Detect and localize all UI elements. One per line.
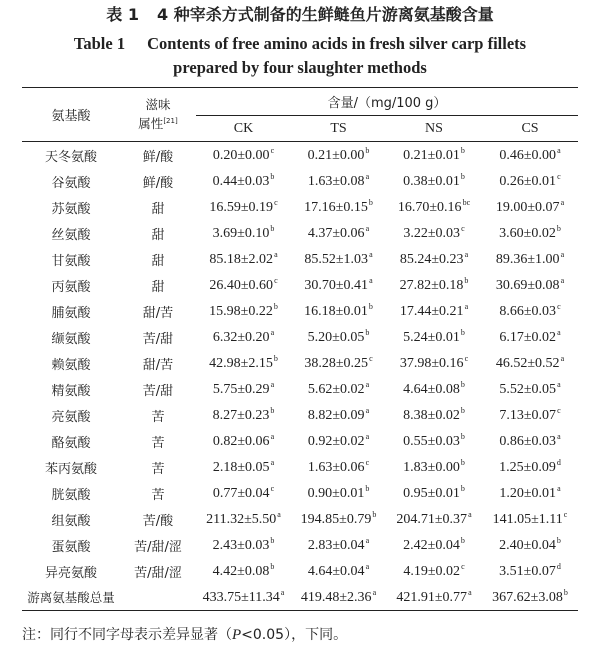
amino-acid-name: 胱氨酸 (51, 487, 91, 503)
table-row (22, 584, 578, 611)
content-value-ns (386, 402, 482, 428)
table-title-en-line1: Contents of free amino acids in fresh silver carp fillets (147, 34, 527, 53)
value-mean-sd: 433.75±11.34 (202, 590, 280, 605)
taste-attribute: 苦 (151, 487, 165, 503)
content-value-ns (386, 454, 482, 480)
content-value-ck (196, 480, 291, 506)
content-value-ts (291, 584, 386, 611)
significance-letter: b (563, 588, 568, 597)
content-value-cs (482, 558, 578, 584)
table-row (22, 376, 578, 402)
table-row (22, 454, 578, 480)
significance-letter: b (273, 354, 278, 363)
note-prefix: 注：同行不同字母表示差异显著（ (22, 627, 232, 643)
value-mean-sd: 16.70±0.16 (397, 200, 462, 215)
content-value-ns (386, 246, 482, 272)
value-mean-sd: 27.82±0.18 (399, 278, 464, 293)
taste-attribute: 苦 (151, 461, 165, 477)
taste-attribute: 苦/甜 (142, 383, 174, 399)
taste-attribute: 甜/苦 (142, 305, 174, 321)
amino-acid-name: 异亮氨酸 (44, 565, 97, 581)
content-value-cs (482, 272, 578, 298)
table-note (22, 624, 578, 646)
content-value-cs (482, 402, 578, 428)
value-mean-sd: 4.64±0.08 (403, 382, 460, 397)
value-mean-sd: 421.91±0.77 (396, 590, 468, 605)
value-mean-sd: 4.64±0.04 (307, 564, 365, 579)
amino-acid-name: 苏氨酸 (51, 201, 91, 217)
content-value-ns (386, 324, 482, 350)
significance-letter: b (460, 458, 465, 467)
value-mean-sd: 19.00±0.07 (495, 200, 560, 215)
significance-letter: d (556, 458, 561, 467)
value-mean-sd: 42.98±2.15 (209, 356, 273, 371)
significance-letter: b (273, 302, 278, 311)
content-value-ns (386, 584, 482, 611)
value-mean-sd: 0.20±0.00 (212, 148, 270, 163)
content-value-cs (482, 298, 578, 324)
table-row (22, 350, 578, 376)
significance-letter: a (365, 562, 370, 571)
value-mean-sd: 0.21±0.01 (403, 148, 460, 163)
table-title-en (0, 32, 600, 80)
header-amino-acid: 氨基酸 (22, 88, 120, 142)
significance-letter: b (365, 146, 370, 155)
value-mean-sd: 5.62±0.02 (307, 382, 365, 397)
significance-letter: b (460, 536, 465, 545)
taste-attribute: 苦/甜/涩 (134, 565, 182, 581)
taste-attribute: 甜 (151, 253, 165, 269)
value-mean-sd: 26.40±0.60 (209, 278, 274, 293)
significance-letter: c (557, 302, 561, 311)
value-mean-sd: 204.71±0.37 (396, 512, 468, 527)
amino-acid-name: 苯丙氨酸 (44, 461, 97, 477)
taste-attribute: 甜 (151, 227, 165, 243)
significance-letter: b (556, 536, 561, 545)
value-mean-sd: 5.75±0.29 (212, 382, 270, 397)
significance-letter: a (365, 172, 370, 181)
content-value-cs (482, 168, 578, 194)
value-mean-sd: 8.66±0.03 (499, 304, 557, 319)
value-mean-sd: 8.38±0.02 (403, 408, 460, 423)
note-p-symbol: P (232, 627, 242, 643)
value-mean-sd: 8.82±0.09 (307, 408, 365, 423)
significance-letter: b (464, 276, 469, 285)
significance-letter: a (557, 432, 561, 441)
content-value-ns (386, 428, 482, 454)
content-value-ck (196, 376, 291, 402)
content-value-ts (291, 402, 386, 428)
table-number-en: Table 1 (73, 34, 126, 53)
significance-letter: a (369, 276, 373, 285)
significance-letter: b (460, 406, 465, 415)
content-value-ts (291, 246, 386, 272)
table-row (22, 246, 578, 272)
significance-letter: a (365, 432, 370, 441)
significance-letter: a (560, 354, 565, 363)
content-value-cs (482, 142, 578, 169)
amino-acid-name: 丙氨酸 (51, 279, 91, 295)
content-value-ns (386, 350, 482, 376)
content-value-ts (291, 272, 386, 298)
significance-letter: c (557, 406, 561, 415)
content-value-ts (291, 350, 386, 376)
significance-letter: a (464, 250, 469, 259)
taste-attribute: 甜 (151, 279, 165, 295)
amino-acid-name: 亮氨酸 (51, 409, 91, 425)
content-value-cs (482, 220, 578, 246)
value-mean-sd: 2.18±0.05 (212, 460, 270, 475)
table-row (22, 220, 578, 246)
value-mean-sd: 2.40±0.04 (499, 538, 556, 553)
content-value-ts (291, 558, 386, 584)
table-row (22, 402, 578, 428)
content-value-cs (482, 454, 578, 480)
value-mean-sd: 17.44±0.21 (399, 304, 464, 319)
value-mean-sd: 38.28±0.25 (304, 356, 369, 371)
table-row (22, 272, 578, 298)
significance-letter: c (274, 276, 278, 285)
amino-acid-table (22, 87, 578, 611)
significance-letter: b (270, 172, 275, 181)
taste-attribute: 苦/甜 (142, 331, 174, 347)
value-mean-sd: 0.90±0.01 (307, 486, 365, 501)
significance-letter: a (560, 198, 565, 207)
significance-letter: a (270, 432, 275, 441)
significance-letter: a (277, 510, 281, 519)
content-value-ck (196, 220, 291, 246)
content-value-ts (291, 298, 386, 324)
content-value-ts (291, 142, 386, 169)
content-value-cs (482, 584, 578, 611)
content-value-cs (482, 324, 578, 350)
content-value-ts (291, 194, 386, 220)
value-mean-sd: 1.83±0.00 (403, 460, 460, 475)
table-row (22, 506, 578, 532)
content-value-ck (196, 168, 291, 194)
content-value-ns (386, 194, 482, 220)
taste-attribute: 苦 (151, 409, 165, 425)
content-value-ck (196, 454, 291, 480)
content-value-ck (196, 324, 291, 350)
significance-letter: a (365, 380, 370, 389)
content-value-ns (386, 272, 482, 298)
content-value-cs (482, 506, 578, 532)
content-value-ts (291, 532, 386, 558)
significance-letter: d (556, 562, 561, 571)
header-group-ns: NS (386, 116, 482, 142)
content-value-cs (482, 376, 578, 402)
significance-letter: c (270, 484, 275, 493)
significance-letter: a (557, 380, 561, 389)
significance-letter: b (460, 328, 465, 337)
amino-acid-name: 游离氨基酸总量 (27, 590, 115, 605)
value-mean-sd: 46.52±0.52 (495, 356, 560, 371)
taste-attribute: 苦/酸 (142, 513, 174, 529)
content-value-ns (386, 532, 482, 558)
content-value-ns (386, 558, 482, 584)
value-mean-sd: 3.22±0.03 (403, 226, 461, 241)
significance-letter: a (274, 250, 278, 259)
content-value-ck (196, 402, 291, 428)
table-number-cn: 表 1 (106, 5, 139, 24)
significance-letter: a (365, 406, 370, 415)
content-value-ns (386, 506, 482, 532)
header-group-ck: CK (196, 116, 291, 142)
content-value-ck (196, 532, 291, 558)
content-value-ck (196, 584, 291, 611)
content-value-ns (386, 298, 482, 324)
header-group-cs: CS (482, 116, 578, 142)
content-value-ns (386, 168, 482, 194)
content-value-ck (196, 142, 291, 169)
value-mean-sd: 194.85±0.79 (300, 512, 372, 527)
value-mean-sd: 5.20±0.05 (307, 330, 365, 345)
amino-acid-name: 赖氨酸 (51, 357, 91, 373)
taste-attribute (120, 584, 196, 611)
taste-attribute: 甜/苦 (142, 357, 174, 373)
significance-letter: a (557, 146, 561, 155)
table-title-en-line2: prepared by four slaughter methods (173, 58, 427, 77)
header-content: 含量/（mg/100 g） (196, 88, 578, 116)
content-value-ts (291, 454, 386, 480)
value-mean-sd: 0.86±0.03 (499, 434, 557, 449)
significance-letter: c (274, 198, 278, 207)
header-taste (120, 88, 196, 142)
content-value-ts (291, 506, 386, 532)
value-mean-sd: 16.59±0.19 (209, 200, 274, 215)
table-row (22, 142, 578, 169)
amino-acid-name: 甘氨酸 (51, 253, 91, 269)
value-mean-sd: 3.60±0.02 (499, 226, 556, 241)
value-mean-sd: 37.98±0.16 (399, 356, 464, 371)
amino-acid-name: 蛋氨酸 (51, 539, 91, 555)
value-mean-sd: 17.16±0.15 (304, 200, 368, 215)
significance-letter: b (270, 406, 275, 415)
value-mean-sd: 211.32±5.50 (206, 512, 277, 527)
significance-letter: c (365, 458, 370, 467)
table-row (22, 168, 578, 194)
significance-letter: b (270, 562, 275, 571)
value-mean-sd: 1.63±0.06 (307, 460, 365, 475)
amino-acid-name: 丝氨酸 (51, 227, 91, 243)
significance-letter: a (365, 536, 370, 545)
value-mean-sd: 5.24±0.01 (403, 330, 460, 345)
note-suffix: <0.05），下同。 (241, 627, 348, 643)
content-value-ns (386, 376, 482, 402)
significance-letter: a (365, 224, 370, 233)
significance-letter: b (372, 510, 377, 519)
value-mean-sd: 1.25±0.09 (499, 460, 556, 475)
value-mean-sd: 89.36±1.00 (495, 252, 560, 267)
significance-letter: a (557, 484, 561, 493)
value-mean-sd: 1.20±0.01 (499, 486, 557, 501)
value-mean-sd: 6.17±0.02 (499, 330, 557, 345)
taste-attribute: 鲜/酸 (142, 149, 174, 165)
significance-letter: c (461, 562, 465, 571)
value-mean-sd: 0.77±0.04 (212, 486, 270, 501)
significance-letter: a (369, 250, 373, 259)
significance-letter: a (464, 302, 469, 311)
value-mean-sd: 5.52±0.05 (499, 382, 557, 397)
header-taste-ref: [21] (163, 117, 178, 125)
amino-acid-name: 精氨酸 (51, 383, 91, 399)
significance-letter: a (468, 510, 472, 519)
significance-letter: b (368, 198, 373, 207)
content-value-ts (291, 428, 386, 454)
significance-letter: c (464, 354, 469, 363)
taste-attribute: 苦/甜/涩 (134, 539, 182, 555)
value-mean-sd: 367.62±3.08 (492, 590, 563, 605)
value-mean-sd: 0.92±0.02 (307, 434, 365, 449)
value-mean-sd: 0.44±0.03 (212, 174, 270, 189)
significance-letter: b (556, 224, 561, 233)
amino-acid-name: 谷氨酸 (51, 175, 91, 191)
significance-letter: b (365, 484, 370, 493)
table-row (22, 298, 578, 324)
table-row (22, 480, 578, 506)
table-row (22, 324, 578, 350)
header-taste-line2: 属性 (138, 116, 164, 131)
significance-letter: c (461, 224, 465, 233)
significance-letter: c (270, 146, 275, 155)
value-mean-sd: 6.32±0.20 (212, 330, 270, 345)
content-value-cs (482, 350, 578, 376)
significance-letter: bc (462, 198, 471, 207)
value-mean-sd: 85.52±1.03 (304, 252, 369, 267)
value-mean-sd: 85.18±2.02 (209, 252, 274, 267)
content-value-ts (291, 376, 386, 402)
significance-letter: b (365, 328, 370, 337)
significance-letter: a (468, 588, 472, 597)
value-mean-sd: 0.82±0.06 (212, 434, 270, 449)
content-value-ck (196, 246, 291, 272)
significance-letter: b (460, 432, 465, 441)
content-value-ck (196, 350, 291, 376)
value-mean-sd: 0.26±0.01 (499, 174, 557, 189)
taste-attribute: 甜 (151, 201, 165, 217)
amino-acid-name: 酪氨酸 (51, 435, 91, 451)
taste-attribute: 苦 (151, 435, 165, 451)
content-value-ck (196, 558, 291, 584)
content-value-ts (291, 480, 386, 506)
table-row (22, 532, 578, 558)
significance-letter: a (270, 380, 275, 389)
content-value-ts (291, 168, 386, 194)
value-mean-sd: 0.46±0.00 (499, 148, 557, 163)
value-mean-sd: 16.18±0.01 (304, 304, 368, 319)
value-mean-sd: 1.63±0.08 (307, 174, 365, 189)
content-value-ns (386, 220, 482, 246)
content-value-cs (482, 194, 578, 220)
amino-acid-name: 缬氨酸 (51, 331, 91, 347)
significance-letter: b (460, 172, 465, 181)
content-value-ns (386, 142, 482, 169)
header-taste-line1: 滋味 (145, 97, 171, 112)
value-mean-sd: 2.43±0.03 (212, 538, 270, 553)
value-mean-sd: 0.95±0.01 (403, 486, 460, 501)
value-mean-sd: 419.48±2.36 (300, 590, 372, 605)
table-row (22, 194, 578, 220)
value-mean-sd: 15.98±0.22 (209, 304, 273, 319)
significance-letter: a (280, 588, 285, 597)
significance-letter: b (270, 536, 275, 545)
value-mean-sd: 3.51±0.07 (499, 564, 556, 579)
table-title-cn (0, 4, 600, 26)
content-value-ts (291, 220, 386, 246)
content-value-cs (482, 428, 578, 454)
content-value-ck (196, 428, 291, 454)
amino-acid-name: 脯氨酸 (51, 305, 91, 321)
value-mean-sd: 3.69±0.10 (212, 226, 270, 241)
value-mean-sd: 30.70±0.41 (304, 278, 369, 293)
significance-letter: b (460, 146, 465, 155)
table-row (22, 428, 578, 454)
content-value-ck (196, 298, 291, 324)
value-mean-sd: 141.05±1.11 (492, 512, 563, 527)
significance-letter: b (368, 302, 373, 311)
value-mean-sd: 30.69±0.08 (495, 278, 560, 293)
header-group-ts: TS (291, 116, 386, 142)
significance-letter: c (557, 172, 561, 181)
content-value-ck (196, 272, 291, 298)
significance-letter: a (270, 328, 275, 337)
significance-letter: c (563, 510, 568, 519)
significance-letter: c (369, 354, 373, 363)
amino-acid-name: 组氨酸 (51, 513, 91, 529)
value-mean-sd: 7.13±0.07 (499, 408, 557, 423)
content-value-ck (196, 506, 291, 532)
value-mean-sd: 8.27±0.23 (212, 408, 270, 423)
value-mean-sd: 2.42±0.04 (403, 538, 460, 553)
content-value-ts (291, 324, 386, 350)
significance-letter: a (270, 458, 275, 467)
significance-letter: b (460, 380, 465, 389)
taste-attribute: 鲜/酸 (142, 175, 174, 191)
value-mean-sd: 4.42±0.08 (212, 564, 270, 579)
significance-letter: a (372, 588, 377, 597)
value-mean-sd: 0.38±0.01 (403, 174, 460, 189)
content-value-cs (482, 246, 578, 272)
significance-letter: b (270, 224, 275, 233)
value-mean-sd: 0.55±0.03 (403, 434, 460, 449)
content-value-cs (482, 480, 578, 506)
significance-letter: a (560, 250, 565, 259)
significance-letter: b (460, 484, 465, 493)
value-mean-sd: 85.24±0.23 (399, 252, 464, 267)
value-mean-sd: 4.19±0.02 (403, 564, 461, 579)
content-value-cs (482, 532, 578, 558)
table-row (22, 558, 578, 584)
content-value-ns (386, 480, 482, 506)
significance-letter: a (557, 328, 561, 337)
significance-letter: a (560, 276, 565, 285)
amino-acid-name: 天冬氨酸 (44, 149, 97, 165)
value-mean-sd: 2.83±0.04 (307, 538, 365, 553)
value-mean-sd: 0.21±0.00 (307, 148, 365, 163)
value-mean-sd: 4.37±0.06 (307, 226, 365, 241)
content-value-ck (196, 194, 291, 220)
table-title-cn-text: 4 种宰杀方式制备的生鲜鲢鱼片游离氨基酸含量 (157, 5, 494, 24)
